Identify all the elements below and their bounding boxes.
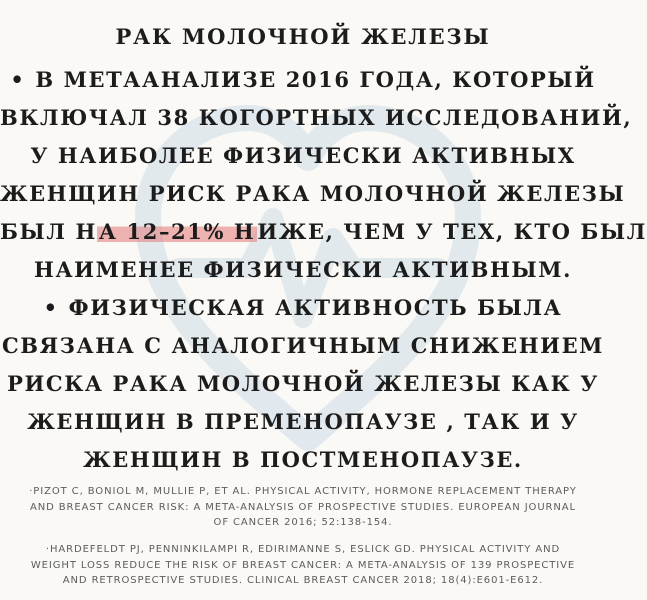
point-1-line-4: ЖЕНЩИН РИСК РАКА МОЛОЧНОЙ ЖЕЛЕЗЫ bbox=[0, 181, 626, 206]
point-2-line-3: РИСКА РАКА МОЛОЧНОЙ ЖЕЛЕЗЫ КАК У bbox=[7, 371, 599, 396]
point-1-line-1: • В МЕТААНАЛИЗЕ 2016 ГОДА, КОТОРЫЙ bbox=[10, 67, 596, 92]
point-2-line-5: ЖЕНЩИН В ПОСТМЕНОПАУЗЕ. bbox=[83, 447, 523, 472]
bullet-icon: • bbox=[43, 295, 59, 320]
highlighted-percentage: А 12–21% Н bbox=[98, 219, 256, 244]
point-1-line-2: ВКЛЮЧАЛ 38 КОГОРТНЫХ ИССЛЕДОВАНИЙ, bbox=[0, 105, 633, 130]
reference-2: ·HARDEFELDT PJ, PENNINKILAMPI R, EDIRIMANNE S, ESLICK GD. PHYSICAL ACTIVITY AND WEIGHT LOSS REDUCE THE RISK OF BREAST CANCER: A META-ANALYSIS OF 139 PROSPECTIVE AND RETROSPECTIVE STUDIES. CLINICAL BREAST CANCER 2018; 18(4):E601-E612. bbox=[30, 544, 576, 586]
point-2-line-2: СВЯЗАНА С АНАЛОГИЧНЫМ СНИЖЕНИЕМ bbox=[1, 333, 605, 358]
point-1-line-6: НАИМЕНЕЕ ФИЗИЧЕСКИ АКТИВНЫМ. bbox=[34, 257, 572, 282]
point-2-line-1: • ФИЗИЧЕСКАЯ АКТИВНОСТЬ БЫЛА bbox=[43, 295, 563, 320]
bullet-icon: • bbox=[10, 67, 26, 92]
point-1-line-5: БЫЛ НА 12–21% НИЖЕ, ЧЕМ У ТЕХ, КТО БЫЛ bbox=[0, 219, 647, 244]
reference-1: ·PIZOT C, BONIOL M, MULLIE P, ET AL. PHYSICAL ACTIVITY, HORMONE REPLACEMENT THERAPY AND BREAST CANCER RISK: A META-ANALYSIS OF PROSPECTIVE STUDIES. EUROPEAN JOURNAL OF CANCER 2016; 52:138-154. bbox=[29, 486, 577, 528]
page-title: РАК МОЛОЧНОЙ ЖЕЛЕЗЫ bbox=[115, 24, 491, 49]
point-2-line-4: ЖЕНЩИН В ПРЕМЕНОПАУЗЕ , ТАК И У bbox=[27, 409, 579, 434]
point-1-line-3: У НАИБОЛЕЕ ФИЗИЧЕСКИ АКТИВНЫХ bbox=[30, 143, 576, 168]
